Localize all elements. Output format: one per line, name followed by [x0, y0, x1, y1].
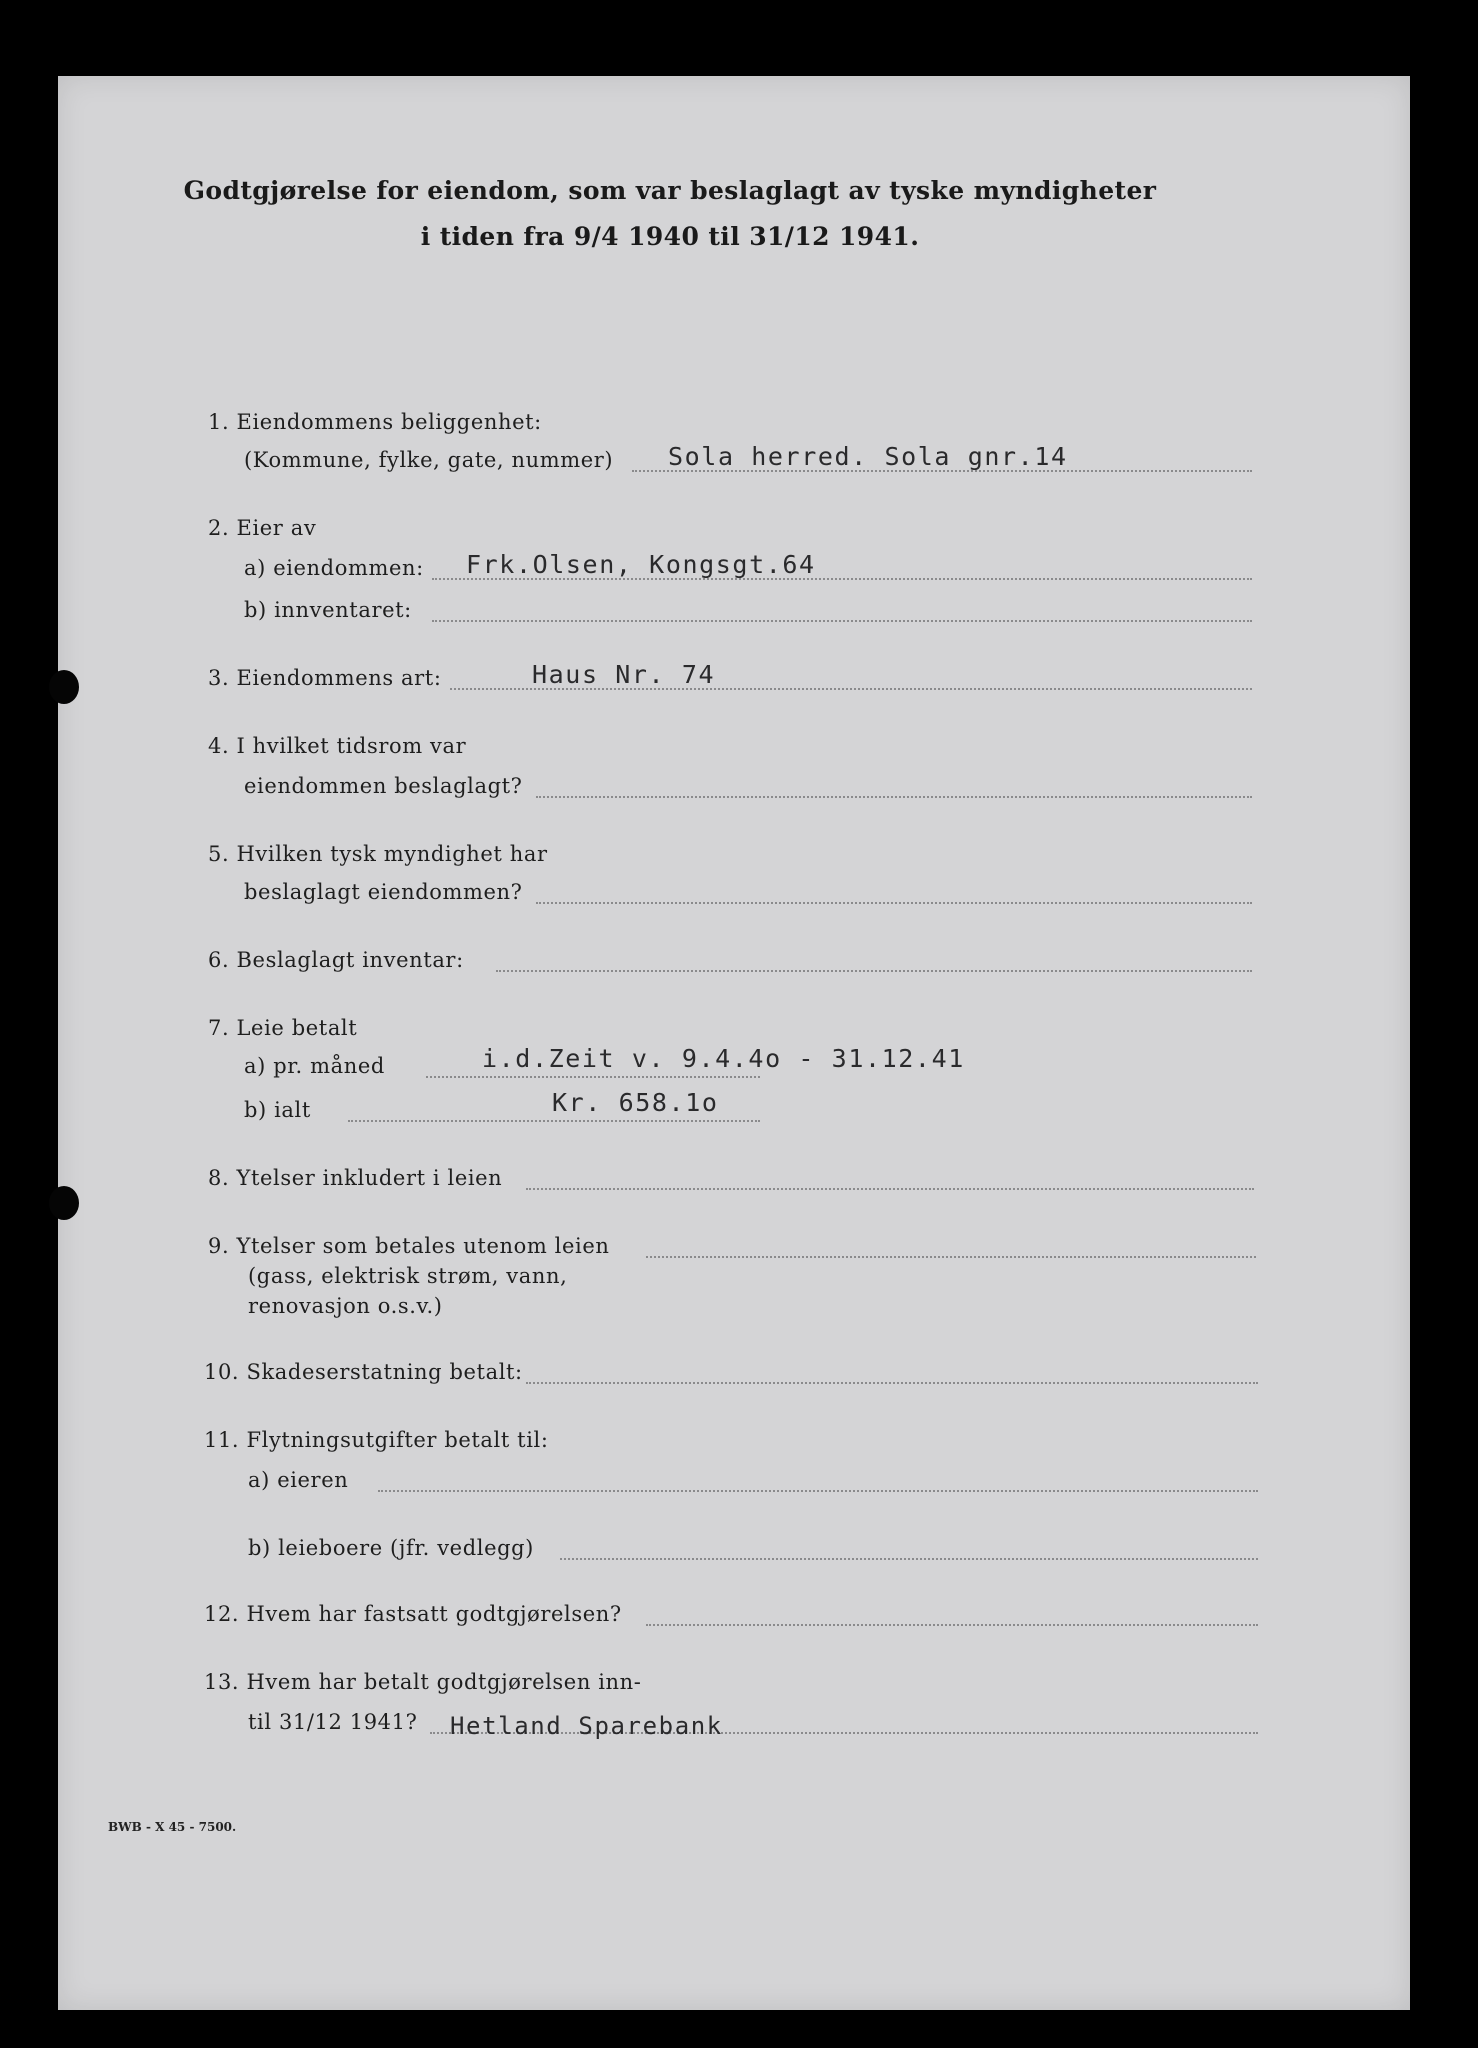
q3-answer: Haus Nr. 74: [532, 660, 716, 689]
q9-sublabel-2: renovasjon o.s.v.): [248, 1294, 443, 1318]
form-title: [180, 168, 1160, 260]
q7-label: 7. Leie betalt: [208, 1016, 358, 1040]
q10-answer-line: [526, 1382, 1258, 1384]
q2b-label: b) innventaret:: [244, 598, 412, 622]
q7b-label: b) ialt: [244, 1098, 311, 1122]
q3-label: 3. Eiendommens art:: [208, 666, 442, 690]
q9-sublabel-1: (gass, elektrisk strøm, vann,: [248, 1264, 568, 1288]
q13-sublabel: til 31/12 1941?: [248, 1710, 418, 1734]
q13-answer: Hetland Sparebank: [450, 1712, 723, 1740]
q11b-answer-line: [560, 1558, 1258, 1560]
q5-sublabel: beslaglagt eiendommen?: [244, 880, 523, 904]
q2b-answer-line: [432, 620, 1252, 622]
form-title-line-2: i tiden fra 9/4 1940 til 31/12 1941.: [420, 222, 920, 251]
q7b-answer-line: [348, 1120, 760, 1122]
punch-hole-top: [49, 670, 79, 704]
q5-label: 5. Hvilken tysk myndighet har: [208, 842, 548, 866]
q7a-answer: i.d.Zeit v. 9.4.4o - 31.12.41: [482, 1044, 965, 1073]
q2a-label: a) eiendommen:: [244, 556, 424, 580]
q2-label: 2. Eier av: [208, 516, 317, 540]
q7a-label: a) pr. måned: [244, 1054, 385, 1078]
q11b-label: b) leieboere (jfr. vedlegg): [248, 1536, 534, 1560]
q6-label: 6. Beslaglagt inventar:: [208, 948, 464, 972]
q11a-answer-line: [378, 1490, 1258, 1492]
q7a-answer-line: [426, 1076, 760, 1078]
q11-label: 11. Flytningsutgifter betalt til:: [204, 1428, 549, 1452]
q1-answer: Sola herred. Sola gnr.14: [668, 442, 1068, 471]
q12-label: 12. Hvem har fastsatt godtgjørelsen?: [204, 1602, 622, 1626]
q8-answer-line: [526, 1188, 1254, 1190]
q6-answer-line: [496, 970, 1252, 972]
q2a-answer: Frk.Olsen, Kongsgt.64: [466, 550, 816, 579]
form-title-line-1: Godtgjørelse for eiendom, som var beslaglagt av tyske myndigheter: [183, 176, 1157, 205]
q4-answer-line: [536, 796, 1252, 798]
q11a-label: a) eieren: [248, 1468, 349, 1492]
q1-label: 1. Eiendommens beliggenhet:: [208, 410, 542, 434]
q1-sublabel: (Kommune, fylke, gate, nummer): [244, 448, 614, 472]
q12-answer-line: [646, 1624, 1258, 1626]
q10-label: 10. Skadeserstatning betalt:: [204, 1360, 523, 1384]
q5-answer-line: [536, 902, 1252, 904]
q4-sublabel: eiendommen beslaglagt?: [244, 774, 523, 798]
print-code: BWB - X 45 - 7500.: [108, 1820, 237, 1834]
q9-answer-line: [646, 1256, 1256, 1258]
punch-hole-bottom: [49, 1186, 79, 1220]
q13-label: 13. Hvem har betalt godtgjørelsen inn-: [204, 1670, 642, 1694]
q9-label: 9. Ytelser som betales utenom leien: [208, 1234, 610, 1258]
q7b-answer: Kr. 658.1o: [552, 1088, 719, 1117]
q8-label: 8. Ytelser inkludert i leien: [208, 1166, 503, 1190]
q4-label: 4. I hvilket tidsrom var: [208, 734, 467, 758]
